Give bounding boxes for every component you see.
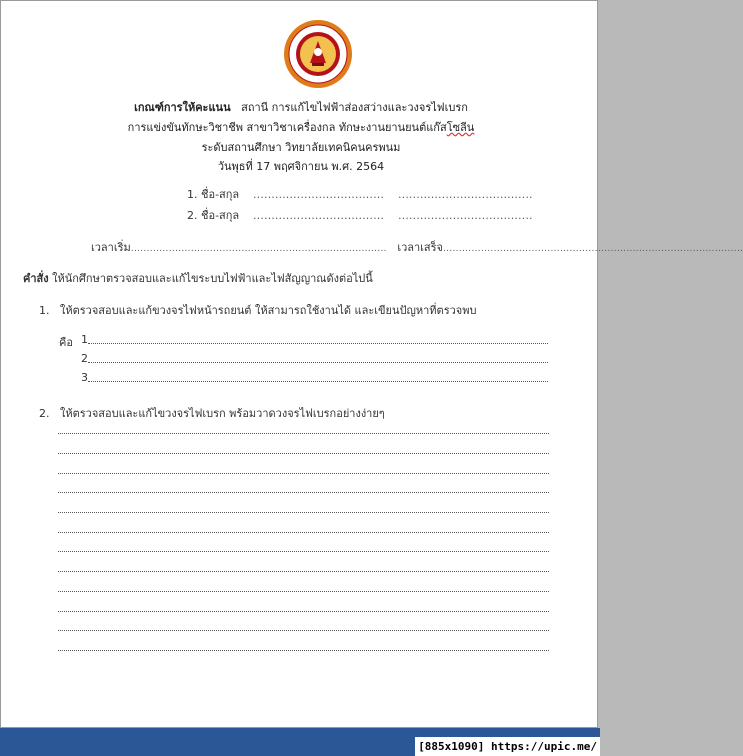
answer-item-3-number: 3 [81,371,88,384]
name-label: 2. ชื่อ-สกุล [187,209,240,222]
instruction-label: คำสั่ง [23,272,49,285]
drawing-line-6[interactable] [58,532,549,533]
drawing-line-12[interactable] [58,650,549,651]
question-number: 1. [39,304,50,317]
drawing-line-10[interactable] [58,611,549,612]
drawing-line-8[interactable] [58,571,549,572]
name-row-1 [187,185,533,203]
drawing-line-1[interactable] [58,433,549,434]
drawing-line-5[interactable] [58,512,549,513]
competition-text-underlined: โซลีน [446,121,475,134]
drawing-line-4[interactable] [58,492,549,493]
instruction-text: ให้นักศึกษาตรวจสอบและแก้ไขระบบไฟฟ้าและไฟสัญญาณดังต่อไปนี้ [48,272,373,285]
first-name-field[interactable]: .................................... [253,189,385,201]
answer-line-1[interactable] [88,343,548,344]
last-name-field[interactable]: ..................................... [398,210,533,222]
drawing-line-11[interactable] [58,630,549,631]
start-time-label: เวลาเริ่ม [91,241,131,254]
answer-line-3[interactable] [88,381,548,382]
criteria-label: เกณฑ์การให้คะแนน [134,101,231,114]
time-row [91,238,743,256]
question-text: ให้ตรวจสอบและแก้ขวงจรไฟหน้ารถยนต์ ให้สามารถใช้งานได้ และเขียนปัญหาที่ตรวจพบ [60,304,477,317]
start-time-field[interactable]: ................................................................................. [130,244,387,254]
answer-item-2-number: 2 [81,352,88,365]
competition-line [1,118,601,136]
name-row-2 [187,206,533,224]
criteria-line [1,98,601,116]
answer-item-1-number: 1 [81,333,88,346]
first-name-field[interactable]: .................................... [253,210,385,222]
vocational-education-logo [283,19,353,89]
answer-prefix: คือ [59,336,73,349]
end-time-field[interactable]: ............................................................................................... [443,244,743,254]
level-line: ระดับสถานศึกษา วิทยาลัยเทคนิคนครพนม [201,141,401,154]
image-host-watermark: [885x1090] https://upic.me/ [415,737,600,756]
drawing-line-7[interactable] [58,551,549,552]
drawing-line-3[interactable] [58,473,549,474]
station-text: สถานี การแก้ไขไฟฟ้าส่องสว่างและวงจรไฟเบรก [241,101,468,114]
end-time-label: เวลาเสร็จ [397,241,443,254]
instruction [23,269,373,287]
drawing-line-2[interactable] [58,453,549,454]
drawing-line-9[interactable] [58,591,549,592]
last-name-field[interactable]: ..................................... [398,189,533,201]
name-label: 1. ชื่อ-สกุล [187,188,240,201]
question-number: 2. [39,407,50,420]
question-text: ให้ตรวจสอบและแก้ไขวงจรไฟเบรก พร้อมวาดวงจรไฟเบรกอย่างง่ายๆ [60,407,385,420]
question-1 [39,301,476,319]
question-2 [39,404,385,422]
date-line: วันพุธที่ 17 พฤศจิกายน พ.ศ. 2564 [217,160,385,173]
competition-text: การแข่งขันทักษะวิชาชีพ สาขาวิชาเครื่องกล ทักษะงานยานยนต์แก๊ส [127,121,447,134]
answer-line-2[interactable] [88,362,548,363]
